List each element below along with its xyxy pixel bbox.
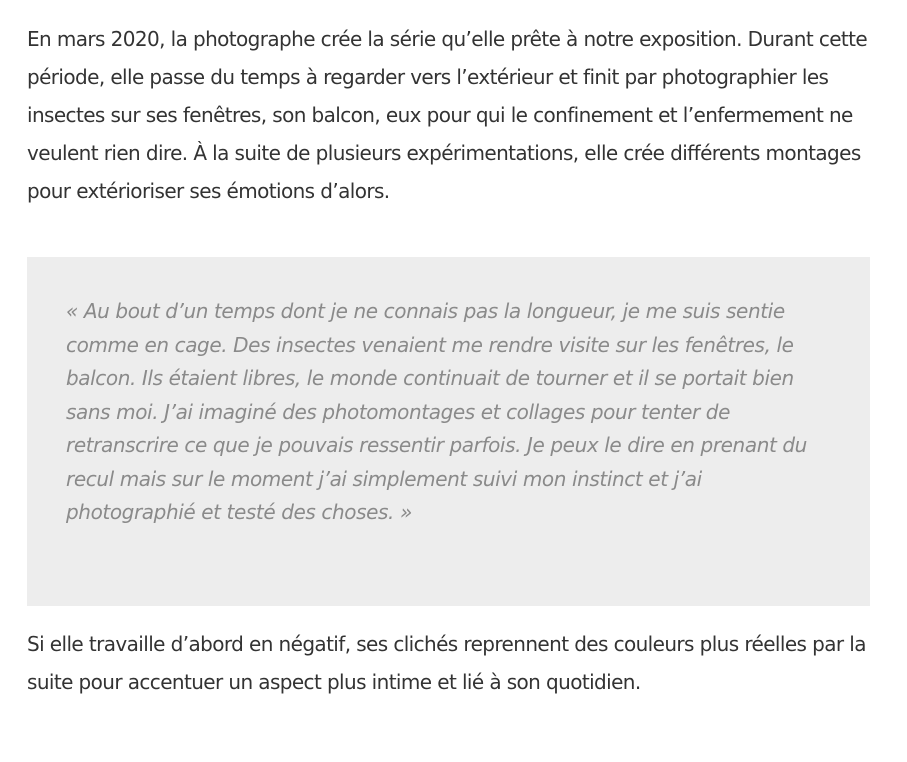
- intro-paragraph: En mars 2020, la photographe crée la série qu’elle prête à notre exposition. Durant cette période, elle passe du temps à regarder vers l’extérieur et finit par photographier les insectes sur ses fenêtres, son balcon, eux pour qui le confinement et l’enfermement ne veulent rien dire. À la suite de plusieurs expérimentations, elle crée différents montages pour extérioriser ses émotions d’alors.: [27, 27, 868, 203]
- article-body: [27, 0, 870, 701]
- quote-text: « Au bout d’un temps dont je ne connais pas la longueur, je me suis sentie comme en cage. Des insectes venaient me rendre visite sur les fenêtres, le balcon. Ils étaient libres, le monde continuait de tourner et il se portait bien sans moi. J’ai imaginé des photomontages et collages pour tenter de retranscrire ce que je pouvais ressentir parfois. Je peux le dire en prenant du recul mais sur le moment j’ai simplement suivi mon instinct et j’ai photographié et testé des choses. »: [66, 299, 807, 524]
- closing-paragraph: Si elle travaille d’abord en négatif, ses clichés reprennent des couleurs plus réelles par la suite pour accentuer un aspect plus intime et lié à son quotidien.: [27, 632, 866, 694]
- blockquote: [27, 257, 870, 606]
